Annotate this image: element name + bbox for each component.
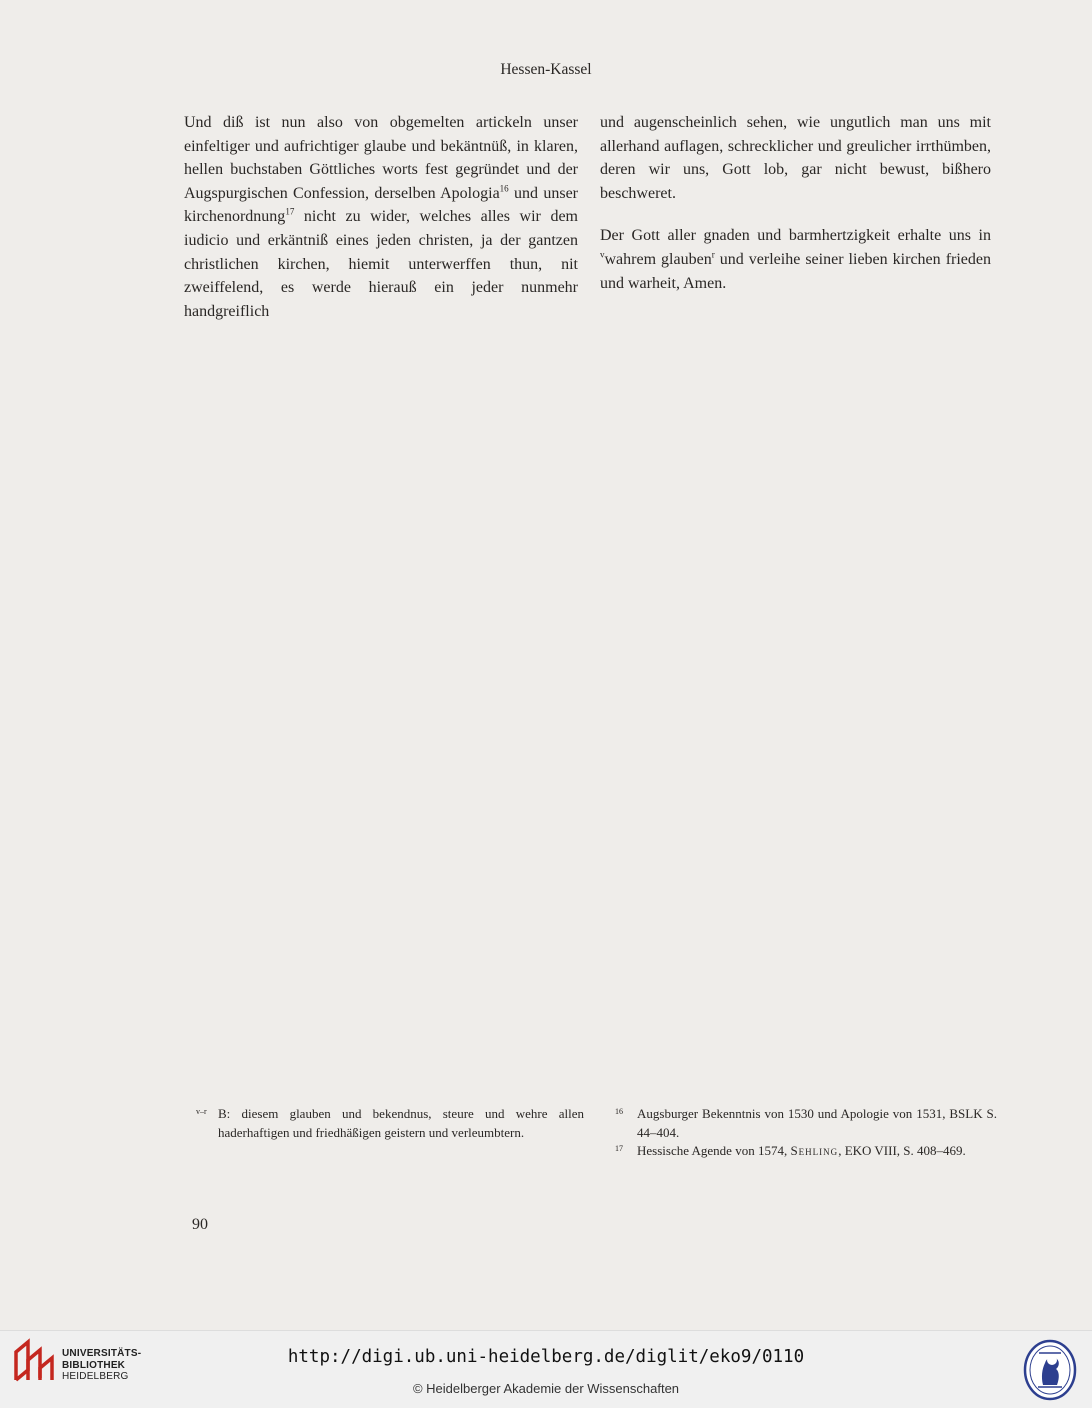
viewer-footer (0, 1330, 1092, 1408)
permalink-url[interactable]: http://digi.ub.uni-heidelberg.de/diglit/eko9/0110 (287, 1347, 805, 1367)
paragraph: Der Gott aller gnaden und barmhertzigkeit erhalte uns in $^v$wahrem glauben$^r$ und verleihe seiner lieben kirchen frieden und warheit, Amen. (600, 227, 991, 292)
note-mark: v–r (196, 1107, 207, 1116)
paragraph: Und diß ist nun also von obgemelten artickeln unser einfeltiger und aufrichtiger glaube und bekäntnüß, in klaren, hellen buchstaben Göttliches worts fest gegründet und der Augspurgischen Confession, derselben Apologia$^{16}$ und unser kirchenordnung$^{17}$ nicht zu wider, welches alles wir dem iudicio und erkäntniß eines jeden christen, ja der gantzen christlichen kirchen, hiemit unterwerffen thun, nit zweiffelend, es werde hierauß ein jeder nunmehr handgreiflich (184, 114, 578, 320)
page-number: 90 (192, 1216, 208, 1233)
footnotes (615, 1105, 997, 1161)
academy-seal-icon (1023, 1339, 1077, 1401)
note-mark: 17 (615, 1144, 623, 1153)
running-head: Hessen-Kassel (500, 61, 592, 78)
text-column-left (184, 111, 578, 323)
note-text: B: diesem glauben und bekendnus, steure und wehre allen haderhaftigen und friedhäßigen geistern und verleumbtern. (218, 1106, 584, 1140)
footnote-17 (615, 1142, 997, 1161)
note-text: Augsburger Bekenntnis von 1530 und Apologie von 1531, BSLK S. 44–404. (637, 1106, 997, 1140)
paragraph: und augenscheinlich sehen, wie ungutlich man uns mit allerhand auflagen, schrecklicher und greulicher irrthümben, deren wir uns, Gott lob, gar nicht bewust, bißhero beschweret. (600, 114, 991, 202)
variant-mark-v: v (600, 249, 605, 260)
note-mark: 16 (615, 1107, 623, 1116)
variant-mark-r: r (711, 249, 715, 260)
note-text: Hessische Agende von 1574, Sehling, EKO VIII, S. 408–469. (637, 1143, 966, 1158)
text-column-right (600, 111, 991, 295)
footnote-16 (615, 1105, 997, 1142)
footnote-ref-16: 16 (499, 183, 509, 194)
apparatus-notes (196, 1105, 584, 1142)
copyright-notice: © Heidelberger Akademie der Wissenschaften (412, 1381, 680, 1396)
institution-name: UNIVERSITÄTS- BIBLIOTHEK HEIDELBERG (62, 1348, 142, 1382)
apparatus-note (196, 1105, 584, 1142)
footnote-ref-17: 17 (285, 207, 295, 218)
